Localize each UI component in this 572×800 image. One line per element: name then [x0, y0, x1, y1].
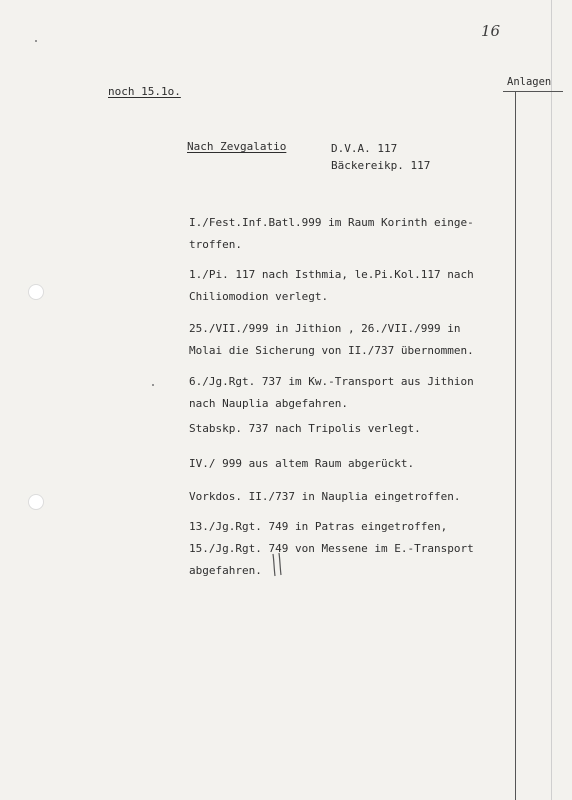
entry-line: 6./Jg.Rgt. 737 im Kw.-Transport aus Jithion — [189, 375, 474, 388]
entry-line: 1./Pi. 117 nach Isthmia, le.Pi.Kol.117 nach — [189, 268, 474, 281]
entry-line: Molai die Sicherung von II./737 übernommen. — [189, 344, 474, 357]
entry-line: IV./ 999 aus altem Raum abgerückt. — [189, 457, 415, 470]
date-heading: noch 15.1o. — [108, 85, 181, 98]
entry-line: 13./Jg.Rgt. 749 in Patras eingetroffen, — [189, 520, 448, 533]
margin-rule-horizontal — [503, 91, 563, 92]
paper-speck — [152, 384, 154, 386]
entry-line: 25./VII./999 in Jithion , 26./VII./999 in — [189, 322, 461, 335]
margin-rule-vertical — [515, 91, 516, 800]
entry-5 — [189, 418, 421, 440]
entry-6 — [189, 453, 414, 475]
entry-line: 15./Jg.Rgt. 749 von Messene im E.-Transport — [189, 542, 474, 555]
paper-speck — [35, 40, 37, 42]
entry-2 — [189, 264, 474, 308]
unit-line: Bäckereikp. 117 — [331, 159, 431, 172]
units-block — [331, 140, 430, 174]
punch-hole-upper — [28, 284, 44, 300]
entry-line: troffen. — [189, 238, 242, 251]
entry-3 — [189, 318, 474, 362]
page-edge-line — [551, 0, 552, 800]
location-heading: Nach Zevgalatio — [187, 140, 287, 153]
entry-1 — [189, 212, 474, 256]
handwritten-mark-icon — [270, 552, 284, 578]
entry-4 — [189, 371, 474, 415]
entry-7 — [189, 486, 461, 508]
entry-line: I./Fest.Inf.Batl.999 im Raum Korinth einge- — [189, 216, 474, 229]
entry-line: Chiliomodion verlegt. — [189, 290, 329, 303]
entry-line: Vorkdos. II./737 in Nauplia eingetroffen. — [189, 490, 461, 503]
folio-number: 16 — [481, 22, 501, 40]
margin-header: Anlagen — [507, 76, 552, 88]
entry-line: Stabskp. 737 nach Tripolis verlegt. — [189, 422, 421, 435]
unit-line: D.V.A. 117 — [331, 142, 398, 155]
punch-hole-lower — [28, 494, 44, 510]
entry-line: abgefahren. — [189, 564, 262, 577]
entry-8 — [189, 516, 474, 582]
entry-line: nach Nauplia abgefahren. — [189, 397, 348, 410]
